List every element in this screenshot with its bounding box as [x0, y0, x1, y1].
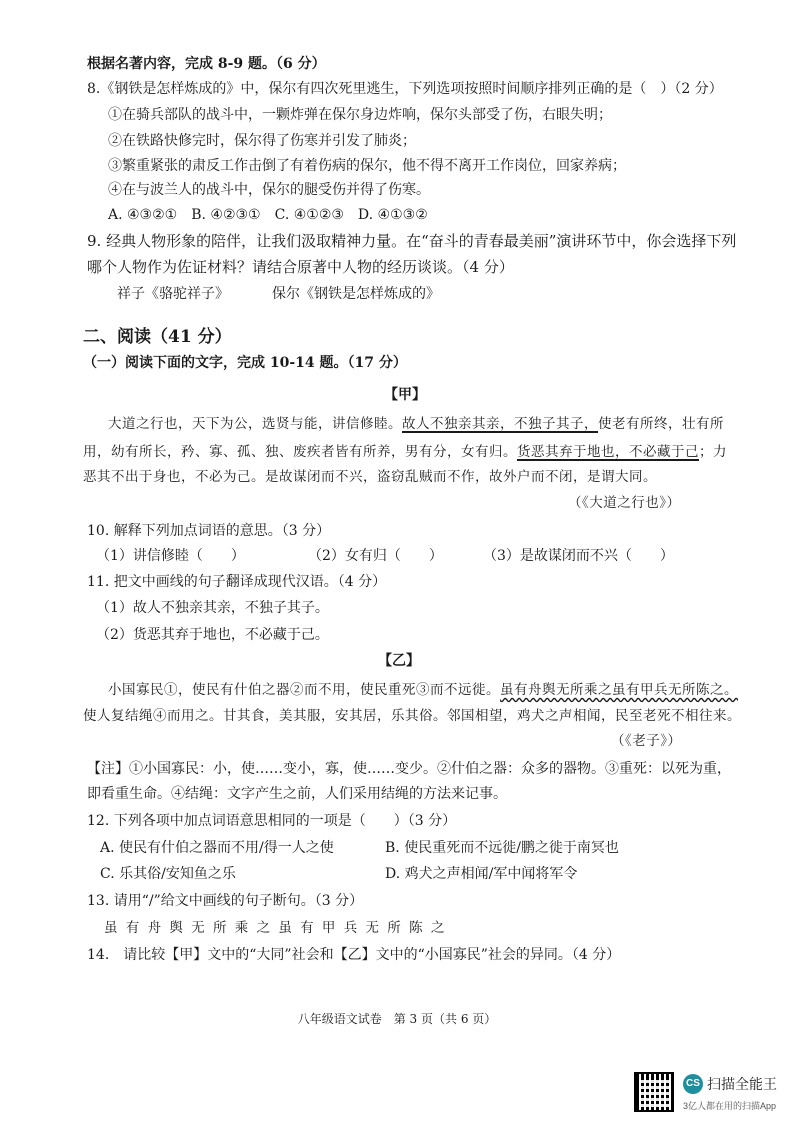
question-9-stem-line-2: 哪个人物作为佐证材料？请结合原著中人物的经历谈谈。（4 分）: [87, 258, 514, 276]
note-line-2: 即看重生命。④结绳：文字产生之前，人们采用结绳的方法来记事。: [87, 786, 507, 802]
note-line-1: 【注】①小国寡民：小，使……变小，寡，使……变少。②什伯之器：众多的器物。③重死：以死为重，: [87, 761, 731, 777]
question-12-stem: 12. 下列各项中加点词语意思相同的一项是（ ）（3 分）: [87, 813, 457, 829]
passage-jia-underline-1: 故人不独亲其亲，不独子其子，: [402, 416, 598, 432]
passage-yi-underline: 虽有舟舆无所乘之虽有甲兵无所陈之。: [500, 682, 738, 698]
section-intro: 根据名著内容，完成 8-9 题。（6 分）: [87, 56, 326, 72]
question-12-option-d: D. 鸡犬之声相闻/军中闻将军令: [385, 866, 578, 882]
question-9-choice-paul: 保尔《钢铁是怎样炼成的》: [272, 286, 440, 302]
camscanner-logo-icon: CS: [683, 1074, 703, 1094]
passage-jia-heading: 【甲】: [384, 387, 426, 403]
passage-jia-underline-2: 货恶其弃于地也，不必藏于己: [517, 444, 699, 460]
question-13-sentence: 虽 有 舟 舆 无 所 乘 之 虽 有 甲 兵 无 所 陈 之: [104, 920, 447, 936]
passage-jia-line-2: 用，幼有所长，矜、寡、孤、独、废疾者皆有所养，男有分，女有归。货恶其弃于地也，不必藏于己；力: [83, 444, 727, 460]
question-9-stem-line-1: 9. 经典人物形象的陪伴，让我们汲取精神力量。在“奋斗的青春最美丽”演讲环节中，你会选择下列: [87, 232, 737, 250]
question-8-item-3: ③繁重紧张的肃反工作击倒了有着伤病的保尔，他不得不离开工作岗位，回家养病；: [108, 158, 626, 174]
question-10-item-3: （3）是故谋闭而不兴（ ）: [483, 548, 674, 564]
question-13-stem: 13. 请用“/”给文中画线的句子断句。（3 分）: [87, 893, 364, 909]
question-12-option-c: C. 乐其俗/安知鱼之乐: [100, 866, 236, 882]
question-14-stem: 14. 请比较【甲】文中的“大同”社会和【乙】文中的“小国寡民”社会的异同。（4 分）: [87, 947, 621, 963]
passage-yi-source: （《老子》）: [611, 733, 682, 749]
question-8-stem: 8.《钢铁是怎样炼成的》中，保尔有四次死里逃生，下列选项按照时间顺序排列正确的是（ ）（2 分）: [87, 81, 723, 97]
question-9-choice-xiangzi: 祥子《骆驼祥子》: [117, 286, 229, 302]
passage-jia-line-1: 大道之行也，天下为公，选贤与能，讲信修睦。故人不独亲其亲，不独子其子，使老有所终，壮有所: [108, 416, 724, 432]
passage-jia-source: （《大道之行也》）: [568, 495, 681, 511]
camscanner-tagline: 3亿人都在用的扫描App: [683, 1101, 777, 1111]
page-footer: 八年级语文试卷 第 3 页（共 6 页）: [297, 1012, 497, 1026]
section-2-heading: 二、阅读（41 分）: [83, 327, 232, 347]
question-8-item-2: ②在铁路快修完时，保尔得了伤寒并引发了肺炎；: [108, 133, 416, 149]
question-11-item-1: （1）故人不独亲其亲，不独子其子。: [96, 600, 329, 616]
passage-yi-line-1: 小国寡民①，使民有什伯之器②而不用，使民重死③而不远徙。虽有舟舆无所乘之虽有甲兵无所陈之。: [108, 682, 738, 698]
question-8-options: A. ④③②① B. ④②③① C. ④①②③ D. ④①③②: [108, 207, 428, 223]
subsection-1-heading: （一）阅读下面的文字，完成 10-14 题。（17 分）: [83, 355, 407, 371]
question-8-item-4: ④在与波兰人的战斗中，保尔的腿受伤并得了伤寒。: [108, 182, 430, 198]
question-10-stem: 10. 解释下列加点词语的意思。（3 分）: [87, 523, 331, 539]
question-11-item-2: （2）货恶其弃于地也，不必藏于己。: [96, 627, 329, 643]
camscanner-name: 扫描全能王: [707, 1076, 777, 1092]
passage-jia-line-3: 恶其不出于身也，不必为己。是故谋闭而不兴，盗窃乱贼而不作，故外户而不闭，是谓大同。: [83, 469, 657, 485]
qr-code-icon: [634, 1072, 674, 1112]
question-12-option-a: A. 使民有什伯之器而不用/得一人之使: [100, 840, 334, 856]
question-11-stem: 11. 把文中画线的句子翻译成现代汉语。（4 分）: [87, 574, 387, 590]
question-8-item-1: ①在骑兵部队的战斗中，一颗炸弹在保尔身边炸响，保尔头部受了伤，右眼失明；: [108, 107, 612, 123]
passage-yi-heading: 【乙】: [378, 653, 420, 669]
passage-yi-line-2: 使人复结绳④而用之。甘其食，美其服，安其居，乐其俗。邻国相望，鸡犬之声相闻，民至老死不相往来。: [83, 708, 741, 724]
question-10-item-1: （1）讲信修睦（ ）: [96, 548, 245, 564]
question-12-option-b: B. 使民重死而不远徙/鹏之徙于南冥也: [385, 840, 619, 856]
question-10-item-2: （2）女有归（ ）: [308, 548, 443, 564]
